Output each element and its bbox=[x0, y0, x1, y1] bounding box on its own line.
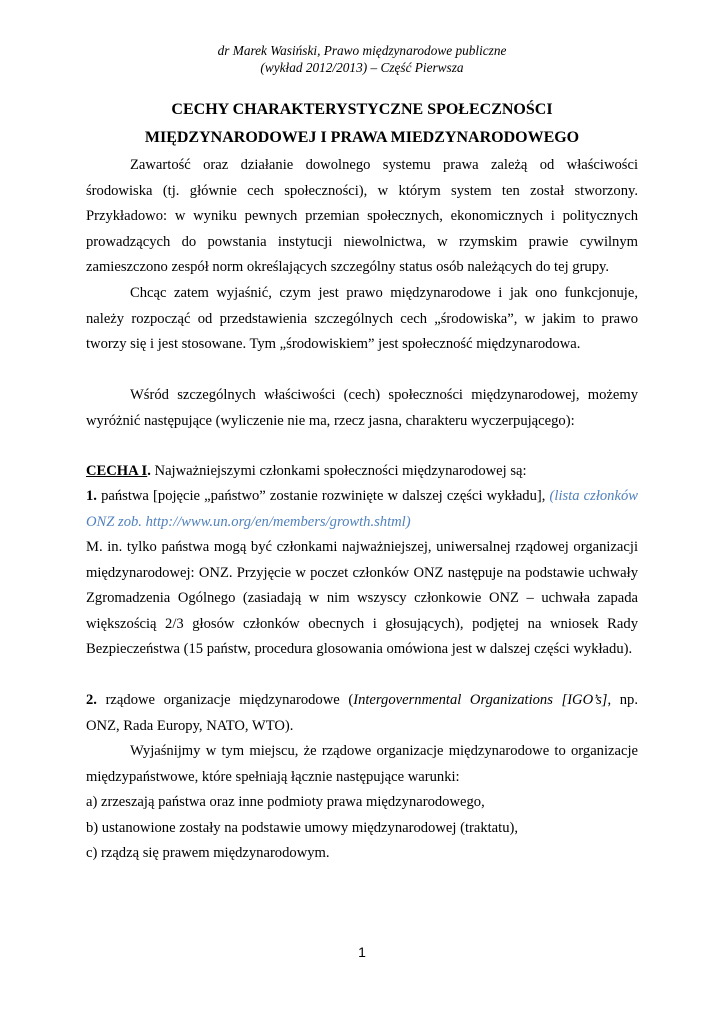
conditions-list bbox=[86, 790, 638, 867]
title-line-1: CECHY CHARAKTERYSTYCZNE SPOŁECZNOŚCI bbox=[171, 101, 553, 118]
item-2-paragraph bbox=[86, 688, 638, 739]
condition-b: b) ustanowione zostały na podstawie umowy międzynarodowej (traktatu), bbox=[86, 819, 519, 836]
condition-c: c) rządzą się prawem międzynarodowym. bbox=[86, 845, 330, 861]
page-number: 1 bbox=[358, 944, 366, 960]
running-header bbox=[0, 42, 724, 76]
item-1-text: państwa [pojęcie „państwo” zostanie rozwinięte w dalszej części wykładu], bbox=[96, 488, 550, 504]
paragraph-2: Chcąc zatem wyjaśnić, czym jest prawo międzynarodowe i jak ono funkcjonuje, należy rozpocząć od przedstawienia szczególnych cech „środowiska”, w jakim to prawo tworzy się i jest stosowane. Tym „środowiskiem” jest społeczność międzynarodowa. bbox=[86, 285, 638, 352]
paragraph-1: Zawartość oraz działanie dowolnego systemu prawa zależą od właściwości środowiska (tj. głównie cech społeczności), w którym system ten został stworzony. Przykładowo: w wyniku pewnych przemian społecznych, ekonomicznych i politycznych prowadzących do powstania instytucji niewolnictwa, w rzymskim prawie cywilnym zamieszczono zespół norm określających szczególny status osób należących do tej grupy. bbox=[86, 157, 638, 275]
item-2-number: 2. bbox=[86, 692, 97, 708]
header-line-1: dr Marek Wasiński, Prawo międzynarodowe publiczne bbox=[217, 43, 507, 58]
condition-a: a) zrzeszają państwa oraz inne podmioty prawa międzynarodowego, bbox=[86, 794, 485, 810]
item-2-text-b: , np. ONZ, Rada Europy, NATO, WTO). bbox=[86, 692, 638, 734]
un-members-link[interactable]: (lista członków ONZ zob. http://www.un.org/en/members/growth.shtml) bbox=[86, 488, 638, 530]
item-2-italic: Intergovernmental Organizations [IGO’s] bbox=[353, 692, 608, 708]
header-line-2: (wykład 2012/2013) – Część Pierwsza bbox=[260, 60, 464, 75]
paragraph-4: M. in. tylko państwa mogą być członkami najważniejszej, uniwersalnej rządowej organizacji międzynarodowej: ONZ. Przyjęcie w poczet członków ONZ następuje na podstawie uchwały Zgromadzenia Ogólnego (zasiadają w nim wszyscy członkowie ONZ – uchwała zapada większością 2/3 głosów członków obecnych i głosujących), podjętej na wniosek Rady Bezpieczeństwa (15 państw, procedura glosowania omówiona jest w dalszej części wykładu). bbox=[86, 539, 638, 657]
paragraph-3: Wśród szczególnych właściwości (cech) społeczności międzynarodowej, możemy wyróżnić następujące (wyliczenie nie ma, rzecz jasna, charakteru wyczerpującego): bbox=[86, 387, 638, 429]
cecha-1-text: Najważniejszymi członkami społeczności międzynarodowej są: bbox=[150, 463, 527, 479]
title-line-2: MIĘDZYNARODOWEJ I PRAWA MIEDZYNARODOWEGO bbox=[144, 129, 580, 146]
item-2-text-a: rządowe organizacje międzynarodowe ( bbox=[96, 692, 354, 708]
cecha-1-label: CECHA I bbox=[86, 463, 148, 479]
item-1-paragraph bbox=[86, 484, 638, 535]
item-1-number: 1. bbox=[86, 488, 97, 504]
cecha-1-paragraph: CECHA I. Najważniejszymi członkami społeczności międzynarodowej są: bbox=[86, 463, 527, 479]
paragraph-5: Wyjaśnijmy w tym miejscu, że rządowe organizacje międzynarodowe to organizacje międzypaństwowe, które spełniają łącznie następujące warunki: bbox=[86, 743, 638, 785]
